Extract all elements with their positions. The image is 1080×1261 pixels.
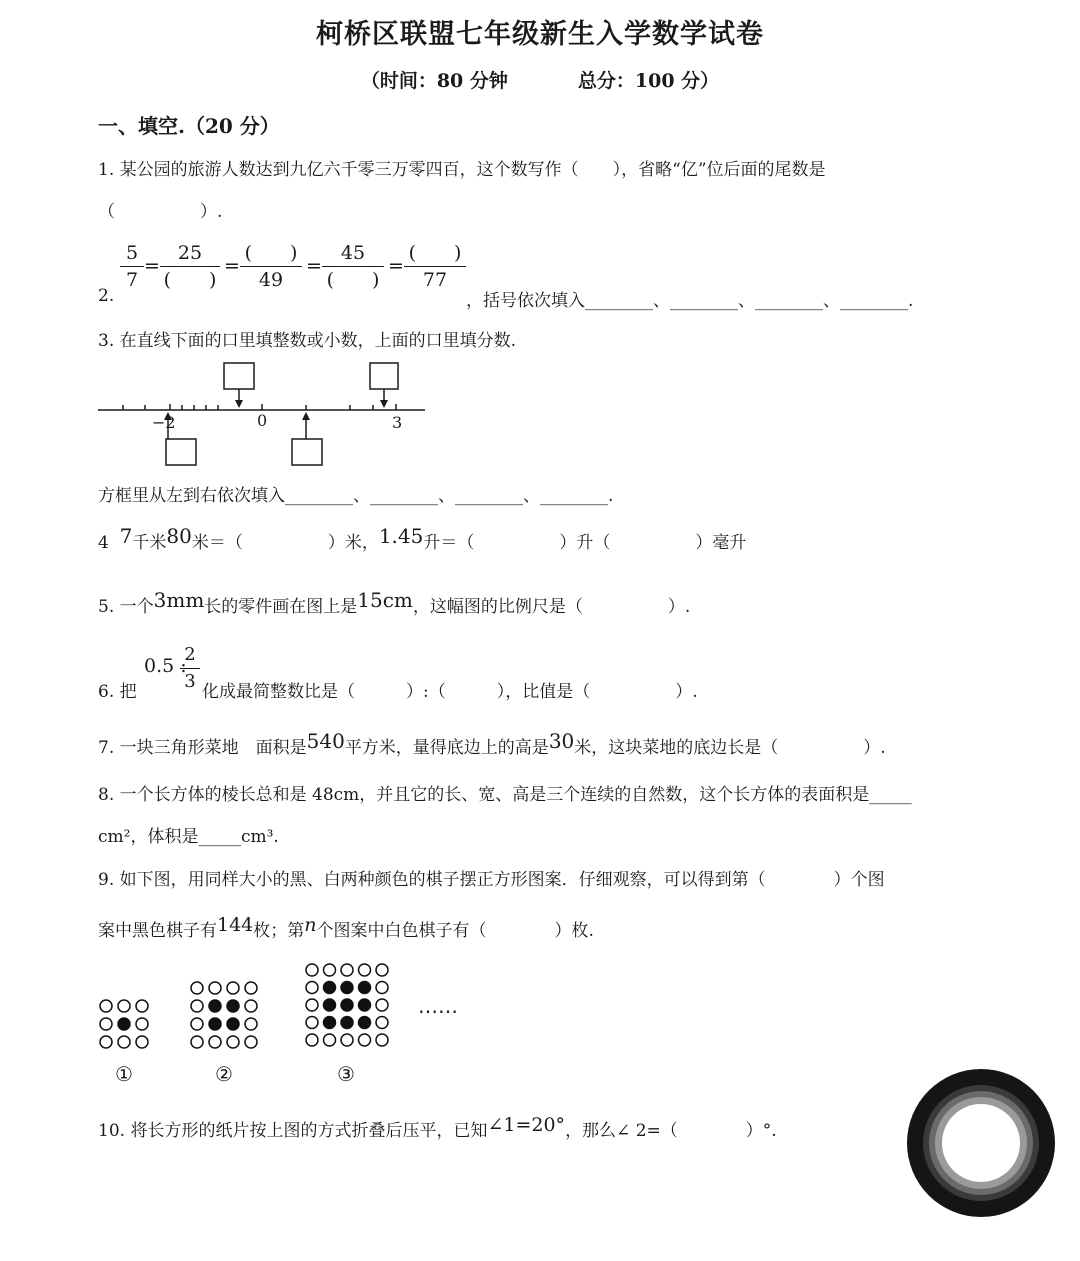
ellipsis: …… <box>418 994 458 1018</box>
white-stone <box>100 1036 112 1048</box>
pattern-label-2: ② <box>215 1062 233 1086</box>
label-3: 3 <box>392 413 403 432</box>
white-stone <box>306 999 318 1011</box>
black-stone <box>341 1017 353 1029</box>
arrowhead-down <box>380 400 388 408</box>
white-stone <box>376 982 388 994</box>
section-heading: 一、填空.（20 分） <box>98 114 280 138</box>
fraction-3: ( ) 49 <box>240 240 302 293</box>
white-stone <box>359 964 371 976</box>
black-stone <box>227 1018 239 1030</box>
ring-logo-icon <box>906 1068 1056 1218</box>
white-stone <box>306 982 318 994</box>
pattern-label-1: ① <box>115 1062 133 1086</box>
ratio-term: 0.5 : <box>144 655 187 677</box>
question-1-line-2: （ ）. <box>98 202 223 222</box>
white-stone <box>209 1036 221 1048</box>
white-stone <box>191 1000 203 1012</box>
white-stone <box>306 1034 318 1046</box>
white-stone <box>359 1034 371 1046</box>
number-line-figure <box>90 355 440 475</box>
equals-sign: = <box>388 255 404 277</box>
black-stone <box>324 999 336 1011</box>
equals-sign: = <box>306 255 322 277</box>
fraction-4: 45 ( ) <box>322 240 384 293</box>
black-stone <box>341 999 353 1011</box>
white-stone <box>191 1036 203 1048</box>
white-stone <box>191 1018 203 1030</box>
white-stone <box>118 1036 130 1048</box>
label-0: 0 <box>257 411 268 430</box>
black-stone <box>359 982 371 994</box>
total-score: 总分：100 分） <box>577 70 720 92</box>
question-9-line-2: 案中黑色棋子有144枚；第n个图案中白色棋子有（ ）枚. <box>98 914 594 941</box>
white-stone <box>227 982 239 994</box>
time-limit: （时间：80 分钟 <box>360 70 508 92</box>
black-stone <box>209 1000 221 1012</box>
black-stone <box>227 1000 239 1012</box>
pattern-label-3: ③ <box>337 1062 355 1086</box>
fraction-1: 5 7 <box>120 240 144 293</box>
white-stone <box>209 982 221 994</box>
white-stone <box>245 1036 257 1048</box>
pattern-3 <box>306 964 388 1046</box>
white-stone <box>245 982 257 994</box>
white-stone <box>227 1036 239 1048</box>
pattern-2 <box>191 982 257 1048</box>
answer-box-top-2[interactable] <box>370 363 398 389</box>
question-10: 10. 将长方形的纸片按上图的方式折叠后压平，已知∠1=20°，那么∠ 2=（ ）°. <box>98 1114 777 1141</box>
question-4: 4 7千米80米＝（ ）米，1.45升＝（ ）升（ ）毫升 <box>98 524 747 553</box>
answer-box-bottom-1[interactable] <box>166 439 196 465</box>
white-stone <box>136 1018 148 1030</box>
black-stone <box>209 1018 221 1030</box>
white-stone <box>100 1000 112 1012</box>
answer-box-bottom-2[interactable] <box>292 439 322 465</box>
equals-sign: = <box>224 255 240 277</box>
black-stone <box>359 1017 371 1029</box>
white-stone <box>376 964 388 976</box>
fraction-two-thirds: 2 3 <box>180 642 200 695</box>
white-stone <box>136 1000 148 1012</box>
white-stone <box>245 1000 257 1012</box>
question-6-tail: 化成最简整数比是（ ）:（ ），比值是（ ）. <box>202 682 698 702</box>
question-6-prefix: 6. 把 <box>98 682 137 702</box>
black-stone <box>118 1018 130 1030</box>
white-stone <box>341 964 353 976</box>
question-3-line-1: 3. 在直线下面的口里填整数或小数，上面的口里填分数. <box>98 331 517 351</box>
white-stone <box>136 1036 148 1048</box>
arrowhead-up <box>302 412 310 420</box>
white-stone <box>306 1017 318 1029</box>
white-stone <box>306 964 318 976</box>
white-stone <box>376 999 388 1011</box>
black-stone <box>324 1017 336 1029</box>
white-stone <box>376 1017 388 1029</box>
question-3-fill-line: 方框里从左到右依次填入________、________、________、________. <box>98 486 614 506</box>
question-5: 5. 一个3mm长的零件画在图上是15cm，这幅图的比例尺是（ ）. <box>98 588 691 617</box>
white-stone <box>118 1000 130 1012</box>
tick-marks <box>123 404 396 410</box>
question-8-line-1: 8. 一个长方体的棱长总和是 48cm，并且它的长、宽、高是三个连续的自然数，这个长方体的表面积是_____ <box>98 785 912 805</box>
arrowhead-down <box>235 400 243 408</box>
white-stone <box>245 1018 257 1030</box>
question-9-line-1: 9. 如下图，用同样大小的黑、白两种颜色的棋子摆正方形图案．仔细观察，可以得到第（ ）个图 <box>98 870 885 890</box>
white-stone <box>324 964 336 976</box>
answer-box-top-1[interactable] <box>224 363 254 389</box>
question-2-number: 2. <box>98 286 115 306</box>
black-stone <box>359 999 371 1011</box>
white-stone <box>100 1018 112 1030</box>
white-stone <box>191 982 203 994</box>
label-minus-2: −2 <box>152 413 176 432</box>
question-7: 7. 一块三角形菜地 面积是540平方米，量得底边上的高是30米，这块菜地的底边长是（ ）. <box>98 729 886 758</box>
white-stone <box>376 1034 388 1046</box>
equals-sign: = <box>144 255 160 277</box>
go-stone-patterns <box>90 955 490 1090</box>
white-stone <box>324 1034 336 1046</box>
question-1-line-1: 1. 某公园的旅游人数达到九亿六千零三万零四百，这个数写作（ ），省略“亿”位后面的尾数是 <box>98 160 826 180</box>
pattern-1 <box>100 1000 148 1048</box>
question-8-line-2: cm²，体积是_____cm³. <box>98 827 279 847</box>
black-stone <box>341 982 353 994</box>
exam-title: 柯桥区联盟七年级新生入学数学试卷 <box>316 19 764 50</box>
fraction-2: 25 ( ) <box>160 240 220 293</box>
fraction-5: ( ) 77 <box>404 240 466 293</box>
question-2-tail: ，括号依次填入________、________、________、________. <box>466 291 914 311</box>
exam-subtitle <box>0 66 1080 93</box>
white-stone <box>341 1034 353 1046</box>
black-stone <box>324 982 336 994</box>
